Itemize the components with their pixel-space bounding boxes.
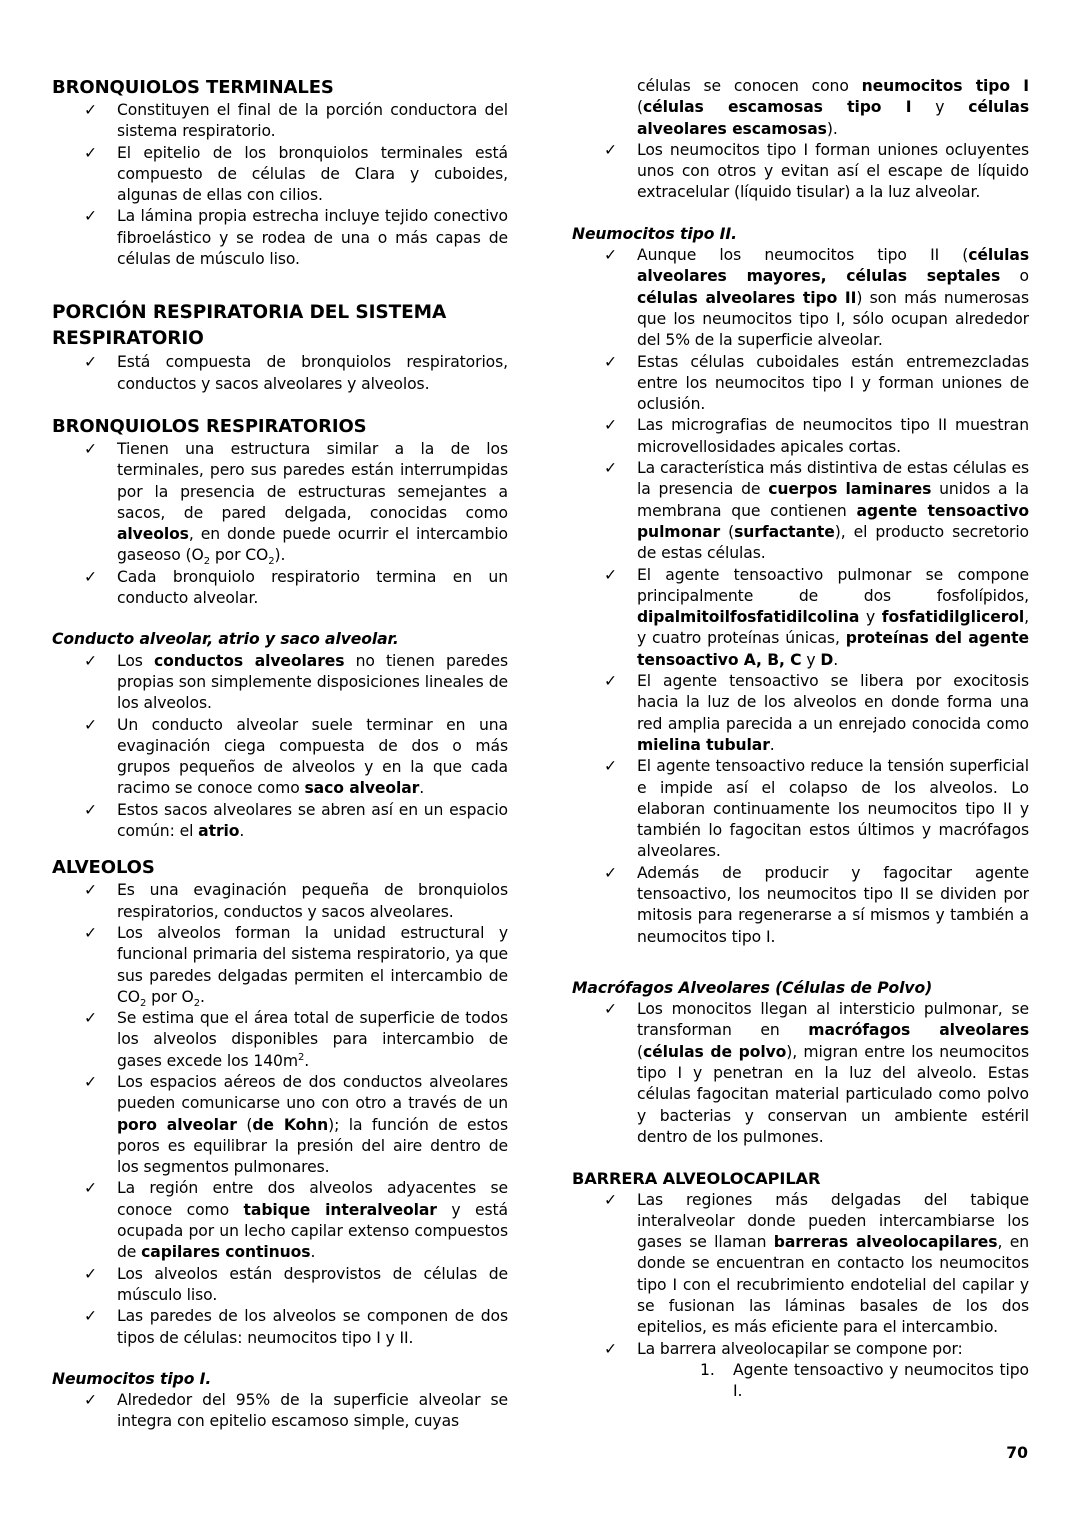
check-icon: ✓	[604, 1339, 617, 1358]
check-icon: ✓	[84, 439, 97, 458]
section-heading: BARRERA ALVEOLOCAPILAR	[572, 1169, 821, 1189]
list-item: ✓ Los neumocitos tipo I forman uniones ocluyentes unos con otros y evitan así el escape de líquido extracelular (líquido tisular) a la luz alveolar.	[604, 140, 1029, 202]
check-icon: ✓	[84, 715, 97, 734]
check-icon: ✓	[84, 1179, 97, 1198]
check-icon: ✓	[84, 207, 97, 226]
check-icon: ✓	[84, 1391, 97, 1410]
list-item: ✓ Está compuesta de bronquiolos respiratorios, conductos y sacos alveolares y alveolos.	[84, 353, 508, 393]
section-heading: BRONQUIOLOS TERMINALES	[52, 77, 334, 98]
list-item-continued: células se conocen cono neumocitos tipo I (células escamosas tipo I y células alveolares escamosas).	[637, 77, 1029, 138]
list-item: ✓ Los alveolos forman la unidad estructural y funcional primaria del sistema respiratorio, ya que sus paredes delgadas permiten el intercambio de $CO_2$ por $O_2$.	[84, 923, 508, 1009]
list-item: ✓ Estas células cuboidales están entremezcladas entre los neumocitos tipo I y forman uniones de oclusión.	[604, 352, 1029, 414]
page-number: 70	[1006, 1444, 1028, 1462]
check-icon: ✓	[84, 800, 97, 819]
check-icon: ✓	[84, 353, 97, 372]
list-item: ✓ Las regiones más delgadas del tabique interalveolar donde pueden intercambiarse los gases se llaman barreras alveolocapilares, en donde se encuentran en contacto los neumocitos tipo I con el recubrimiento endotelial del capilar y se fusionan las láminas basales de los dos epitelios, es más eficiente para el intercambio.	[604, 1190, 1030, 1337]
subsection-heading: Macrófagos Alveolares (Células de Polvo)	[572, 978, 933, 997]
list-item: ✓ El agente tensoactivo pulmonar se compone principalmente de dos fosfolípidos, dipalmitoilfosfatidilcolina y fosfatidilglicerol, y cuatro proteínas únicas, proteínas del agente tensoactivo A, B, C y D.	[604, 565, 1029, 669]
list-item: ✓ Los alveolos están desprovistos de células de músculo liso.	[84, 1264, 508, 1304]
list-item: ✓ La lámina propia estrecha incluye tejido conectivo fibroelástico y se rodea de una o más capas de células de músculo liso.	[84, 207, 508, 269]
check-icon: ✓	[604, 672, 617, 691]
check-icon: ✓	[604, 140, 617, 159]
checklist	[52, 880, 508, 1349]
checklist	[52, 651, 508, 843]
subsection-heading: Conducto alveolar, atrio y saco alveolar.	[52, 630, 399, 649]
check-icon: ✓	[84, 881, 97, 900]
list-item: ✓ El agente tensoactivo reduce la tensión superficial e impide así el colapso de los alveolos. Lo elaboran continuamente los neumocitos tipo II y también lo fagocitan estos últimos y macrófagos alveolares.	[604, 757, 1029, 861]
list-item: ✓ Se estima que el área total de superficie de todos los alveolos disponibles para intercambio de gases excede los $140m^2$.	[84, 1009, 508, 1070]
check-icon: ✓	[604, 416, 617, 435]
checklist	[52, 439, 508, 609]
right-column	[572, 76, 1029, 1403]
list-item: ✓ Los conductos alveolares no tienen paredes propias son simplemente disposiciones lineales de los alveolos.	[84, 651, 508, 713]
list-item: ✓ Los monocitos llegan al intersticio pulmonar, se transforman en macrófagos alveolares (células de polvo), migran entre los neumocitos tipo I y penetran en la luz del alveolo. Estas células fagocitan material particulado como polvo y bacterias y conservan un ambiente estéril dentro de los pulmones.	[604, 1000, 1030, 1146]
numbered-item: 1. Agente tensoactivo y neumocitos tipo I.	[700, 1360, 1029, 1401]
checklist	[572, 76, 1029, 204]
list-item: ✓ La región entre dos alveolos adyacentes se conoce como tabique interalveolar y está ocupada por un lecho capilar extenso compuestos de capilares continuos.	[84, 1179, 508, 1262]
check-icon: ✓	[84, 143, 97, 162]
list-item: ✓ Estos sacos alveolares se abren así en un espacio común: el atrio.	[84, 800, 508, 841]
check-icon: ✓	[604, 459, 617, 478]
list-item: ✓ Constituyen el final de la porción conductora del sistema respiratorio.	[84, 101, 508, 141]
list-item: ✓ Alrededor del 95% de la superficie alveolar se integra con epitelio escamoso simple, cuyas	[84, 1391, 508, 1431]
checklist	[52, 1390, 508, 1433]
list-item: ✓ El agente tensoactivo se libera por exocitosis hacia la luz de los alveolos en donde forma una red amplia parecida a un enrejado conocida como mielina tubular.	[604, 672, 1029, 754]
list-item: ✓ Tienen una estructura similar a la de los terminales, pero sus paredes están interrumpidas por la presencia de estructuras semejantes a sacos, de pared delgada, conocidas como alveolos, en donde puede ocurrir el intercambio gaseoso ($O_2$ por $CO_2$).	[84, 439, 508, 568]
check-icon: ✓	[84, 1072, 97, 1091]
list-item: ✓ Aunque los neumocitos tipo II (células alveolares mayores, células septales o células alveolares tipo II) son más numerosas que los neumocitos tipo I, sólo ocupan alrededor del 5% de la superficie alveolar.	[604, 246, 1029, 350]
check-icon: ✓	[604, 246, 617, 265]
list-item: ✓ Las micrografias de neumocitos tipo II muestran microvellosidades apicales cortas.	[604, 416, 1029, 456]
list-item: ✓ Los espacios aéreos de dos conductos alveolares pueden comunicarse uno con otro a través de un poro alveolar (de Kohn); la función de estos poros es equilibrar la presión del aire dentro de los segmentos pulmonares.	[84, 1072, 508, 1177]
check-icon: ✓	[604, 1190, 617, 1209]
check-icon: ✓	[84, 1009, 97, 1028]
list-item: ✓ El epitelio de los bronquiolos terminales está compuesto de células de Clara y cuboides, algunas de ellas con cilios.	[84, 143, 508, 205]
left-column	[52, 76, 508, 1433]
subsection-heading: Neumocitos tipo II.	[572, 224, 737, 243]
checklist	[52, 352, 508, 395]
check-icon: ✓	[84, 101, 97, 119]
check-icon: ✓	[84, 923, 97, 942]
checklist	[572, 999, 1029, 1148]
check-icon: ✓	[84, 567, 97, 586]
section-heading: ALVEOLOS	[52, 857, 155, 879]
section-heading: BRONQUIOLOS RESPIRATORIOS	[52, 415, 367, 437]
checklist	[52, 100, 508, 270]
list-item: ✓ La característica más distintiva de estas células es la presencia de cuerpos laminares unidos a la membrana que contienen agente tensoactivo pulmonar (surfactante), el producto secretorio de estas células.	[604, 459, 1030, 563]
numbered-list	[572, 1360, 1029, 1403]
list-item: ✓ Un conducto alveolar suele terminar en una evaginación ciega compuesta de dos o más grupos pequeños de alveolos y en la que cada racimo se conoce como saco alveolar.	[84, 715, 508, 798]
check-icon: ✓	[604, 352, 617, 371]
list-item: ✓ Además de producir y fagocitar agente tensoactivo, los neumocitos tipo II se dividen por mitosis para regenerarse a sí mismos y también a neumocitos tipo I.	[604, 863, 1029, 946]
list-item: ✓ Las paredes de los alveolos se componen de dos tipos de células: neumocitos tipo I y II.	[84, 1307, 508, 1347]
check-icon: ✓	[604, 565, 617, 584]
checklist	[572, 245, 1029, 948]
section-heading: PORCIÓN RESPIRATORIA DEL SISTEMA RESPIRATORIO	[52, 302, 447, 350]
list-item: ✓ Es una evaginación pequeña de bronquiolos respiratorios, conductos y sacos alveolares.	[84, 881, 508, 921]
check-icon: ✓	[84, 1264, 97, 1283]
list-item: ✓ Cada bronquiolo respiratorio termina en un conducto alveolar.	[84, 567, 508, 608]
check-icon: ✓	[84, 651, 97, 670]
list-item: ✓ La barrera alveolocapilar se compone por:	[572, 1339, 1029, 1360]
check-icon: ✓	[604, 1000, 617, 1019]
check-icon: ✓	[84, 1307, 97, 1326]
check-icon: ✓	[604, 863, 617, 882]
check-icon: ✓	[604, 757, 617, 776]
checklist	[572, 1190, 1029, 1360]
subsection-heading: Neumocitos tipo I.	[52, 1369, 212, 1388]
